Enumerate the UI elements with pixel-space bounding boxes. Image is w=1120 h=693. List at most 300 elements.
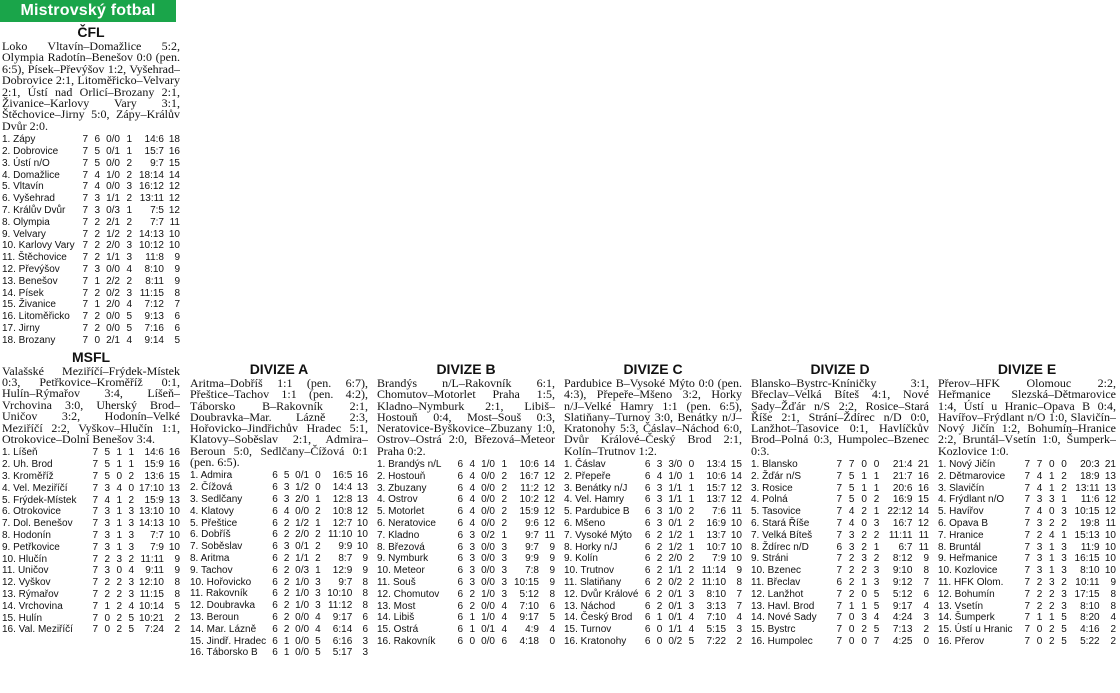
table-row [190, 577, 368, 589]
table-cell: 4:9 [525, 624, 539, 636]
team-name: 1. Brandýs n/L [377, 459, 442, 471]
table-cell: 0/0 [295, 623, 310, 635]
table-cell: 2 [315, 552, 321, 564]
table-cell: 11:2 [520, 482, 539, 494]
table-cell: 0 [116, 471, 122, 483]
table-row [938, 459, 1116, 471]
team-name: 4. Frýdlant n/O [938, 494, 1005, 506]
team-name: 2. Přepeře [564, 470, 611, 482]
table-cell: 14 [543, 459, 555, 471]
table-cell: 14:6 [144, 134, 164, 146]
table-cell: 15 [917, 494, 929, 506]
team-name: 13. Most [377, 600, 416, 612]
table-cell: 13:6 [144, 471, 164, 483]
table-cell: 4:25 [892, 636, 913, 648]
table-cell: 7:9 [150, 541, 164, 553]
table-cell: 15:7 [706, 482, 727, 494]
table-cell: 0 [315, 470, 321, 482]
table-cell: 2 [116, 612, 122, 624]
table-cell: 18:14 [138, 169, 164, 181]
table-cell: 6 [457, 470, 463, 482]
table-cell: 2 [656, 529, 663, 541]
table-cell: 12 [543, 506, 555, 518]
table-cell: 7 [836, 624, 843, 636]
table-cell: 7 [82, 193, 88, 205]
table-row [564, 553, 742, 565]
table-cell: 1 [1049, 482, 1055, 494]
table-cell: 6 [272, 493, 278, 505]
table-cell: 9 [362, 564, 368, 576]
table-cell: 5:22 [1080, 636, 1100, 648]
table-row [2, 506, 180, 518]
table-row [190, 529, 368, 541]
table-cell: 6 [272, 470, 278, 482]
table-row [190, 494, 368, 506]
table-cell: 7 [82, 216, 88, 228]
table-cell: 3 [1061, 553, 1067, 565]
table-cell: 1 [688, 494, 695, 506]
table-cell: 6 [644, 612, 651, 624]
division-b-results: Brandýs n/L–Rakovník 6:1, Chomutov–Motorlet Praha 1:5, Kladno–Nymburk 2:1, Libiš–Hostouň 0:4, Most–Souš 0:3, Neratovice-Byškovice–Zbuzany 1:0, Ostrov–Ostrá 2:0, Březová–Meteor Praha 0:2. [377, 376, 555, 458]
table-cell: 6 [644, 482, 651, 494]
table-cell: 1 [861, 470, 867, 482]
table-cell: 10 [168, 240, 180, 252]
table-cell: 0 [315, 482, 321, 494]
team-name: 13. Havl. Brod [751, 600, 815, 612]
table-cell: 6 [457, 565, 463, 577]
table-cell: 0 [1049, 506, 1055, 518]
table-cell: 0/2 [668, 636, 683, 648]
table-cell: 7 [82, 287, 88, 299]
table-cell: 6 [644, 459, 651, 471]
table-cell: 21 [1104, 459, 1116, 471]
table-cell: 2 [315, 529, 321, 541]
table-cell: 1 [126, 134, 132, 146]
table-cell: 2 [501, 506, 507, 518]
table-cell: 2 [501, 518, 507, 530]
table-row [564, 577, 742, 589]
table-cell: 4 [1036, 506, 1043, 518]
table-row [564, 612, 742, 624]
table-cell: 2 [1049, 588, 1055, 600]
table-row [377, 565, 555, 577]
table-cell: 7 [836, 588, 843, 600]
table-cell: 2 [861, 541, 867, 553]
table-cell: 1 [861, 482, 867, 494]
team-name: 9. Petřkovice [2, 541, 60, 553]
table-cell: 7 [92, 541, 98, 553]
table-cell: 4 [1036, 482, 1043, 494]
team-name: 10. Trutnov [564, 565, 615, 577]
table-cell: 6 [457, 529, 463, 541]
table-cell: 2 [656, 565, 663, 577]
table-cell: 12 [168, 193, 180, 205]
table-cell: 6 [644, 494, 651, 506]
team-name: 14. Šumperk [938, 612, 995, 624]
table-cell: 6 [836, 541, 843, 553]
table-cell: 6 [362, 623, 368, 635]
team-name: 7. Velká Bíteš [751, 529, 813, 541]
table-cell: 2 [736, 636, 742, 648]
table-cell: 14 [168, 169, 180, 181]
table-cell: 7 [1024, 494, 1031, 506]
table-cell: 9 [1110, 577, 1116, 589]
team-name: 5. Havířov [938, 506, 984, 518]
table-cell: 7 [1024, 518, 1031, 530]
table-cell: 0/0 [295, 505, 310, 517]
team-name: 13. Beroun [190, 611, 239, 623]
table-cell: 5 [128, 624, 134, 636]
table-cell: 7:10 [519, 600, 539, 612]
table-row [751, 601, 929, 613]
table-cell: 4 [283, 505, 290, 517]
table-cell: 11 [169, 216, 180, 228]
table-cell: 5 [848, 494, 855, 506]
table-cell: 4 [501, 600, 507, 612]
table-cell: 0 [104, 612, 110, 624]
table-cell: 4 [104, 494, 110, 506]
table-cell: 1/1 [668, 494, 683, 506]
table-cell: 1/0 [481, 459, 495, 471]
table-cell: 2 [1061, 482, 1067, 494]
table-cell: 12:7 [332, 517, 353, 529]
table-cell: 4 [126, 299, 132, 311]
table-cell: 2 [283, 517, 290, 529]
table-row [190, 636, 368, 648]
table-cell: 3 [1049, 494, 1055, 506]
table-cell: 2/1 [106, 334, 120, 346]
table-cell: 1 [116, 494, 122, 506]
table-cell: 1 [116, 518, 122, 530]
table-cell: 3 [315, 588, 321, 600]
table-cell: 2 [94, 252, 100, 264]
table-cell: 3 [116, 553, 122, 565]
table-cell: 0/0 [481, 518, 495, 530]
table-cell: 12 [356, 505, 368, 517]
table-cell: 10:8 [332, 505, 353, 517]
table-cell: 5 [549, 612, 555, 624]
team-name: 9. Tachov [190, 564, 233, 576]
table-row [2, 134, 180, 146]
table-cell: 3 [128, 577, 134, 589]
table-cell: 3 [501, 588, 507, 600]
table-cell: 2 [1110, 636, 1116, 648]
table-cell: 2 [283, 623, 290, 635]
table-cell: 6 [272, 576, 278, 588]
table-cell: 13:7 [706, 494, 727, 506]
team-name: 8. Březová [377, 541, 425, 553]
table-cell: 8 [1110, 588, 1116, 600]
table-cell: 2 [104, 553, 110, 565]
table-cell: 10:14 [138, 600, 164, 612]
table-row [2, 217, 180, 229]
table-cell: 0/0 [106, 264, 120, 276]
table-cell: 3 [873, 577, 880, 589]
table-cell: 5:17 [332, 647, 353, 659]
table-cell: 10:21 [138, 612, 164, 624]
table-cell: 3 [1036, 541, 1043, 553]
table-cell: 3 [315, 600, 321, 612]
table-cell: 3 [873, 518, 880, 530]
table-cell: 3 [104, 506, 110, 518]
table-cell: 2 [283, 600, 290, 612]
table-cell: 10:15 [513, 577, 539, 589]
table-cell: 1/2 [668, 529, 683, 541]
table-cell: 12 [1104, 494, 1116, 506]
table-cell: 13 [168, 494, 180, 506]
table-cell: 17:15 [1074, 588, 1100, 600]
table-row [2, 181, 180, 193]
table-row [2, 264, 180, 276]
table-cell: 7 [82, 275, 88, 287]
table-cell: 3 [1061, 565, 1067, 577]
team-name: 9. Velvary [2, 228, 46, 240]
table-cell: 7 [836, 636, 843, 648]
table-cell: 11 [1105, 518, 1116, 530]
team-name: 12. Bohumín [938, 588, 995, 600]
table-cell: 3 [283, 493, 290, 505]
table-cell: 6 [272, 529, 278, 541]
table-cell: 9:9 [338, 541, 353, 553]
table-cell: 7 [92, 589, 98, 600]
table-cell: 5 [126, 323, 132, 334]
table-cell: 1 [116, 506, 122, 518]
table-cell: 0/1 [295, 541, 310, 553]
table-cell: 6 [272, 600, 278, 612]
table-row [377, 494, 555, 506]
table-cell: 1/0 [295, 600, 310, 612]
table-cell: 13 [1104, 482, 1116, 494]
table-cell: 7 [82, 299, 88, 311]
team-name: 9. Heřmanice [938, 553, 998, 565]
table-row [751, 612, 929, 624]
table-cell: 7 [1024, 482, 1031, 494]
table-cell: 6 [644, 636, 651, 648]
table-cell: 6 [836, 577, 843, 589]
team-name: 14. Český Brod [564, 612, 633, 624]
table-cell: 6 [174, 323, 180, 334]
table-cell: 9 [549, 565, 555, 577]
table-cell: 2 [688, 577, 695, 589]
team-name: 5. Tasovice [751, 506, 801, 518]
table-cell: 7 [1024, 553, 1031, 565]
table-cell: 9:17 [332, 611, 353, 623]
table-cell: 0/0 [481, 541, 495, 553]
table-cell: 4 [736, 612, 742, 624]
table-cell: 11 [731, 506, 742, 518]
table-cell: 7 [736, 588, 742, 600]
table-cell: 2 [1061, 518, 1067, 530]
table-cell: 8:7 [338, 552, 353, 564]
table-cell: 9:7 [525, 541, 539, 553]
division-d-results: Blansko–Bystrc-Kníničky 3:1, Břeclav–Velká Bíteš 4:1, Nové Sady–Žďár n/S 2:2, Rosice–Stará Říše 2:1, Strání–Ždírec n/D 0:0, Lanžhot–Tasovice 0:1, Havlíčkův Brod–Polná 0:3, Humpolec–Bzenec 0:3. [751, 376, 929, 458]
table-row [938, 577, 1116, 589]
team-name: 4. Klatovy [190, 505, 234, 517]
table-cell: 2 [94, 311, 100, 323]
table-cell: 3 [128, 589, 134, 600]
table-cell: 5 [104, 459, 110, 471]
msfl-title: MSFL [71, 348, 111, 365]
table-cell: 2/0 [295, 493, 310, 505]
table-cell: 7 [836, 518, 843, 530]
table-cell: 6 [457, 506, 463, 518]
table-cell: 1 [1061, 494, 1067, 506]
team-name: 5. Přeštice [190, 517, 238, 529]
table-cell: 7 [92, 482, 98, 494]
team-name: 2. Žďár n/S [751, 470, 802, 482]
table-cell: 7 [92, 565, 98, 577]
table-row [938, 612, 1116, 624]
table-cell: 7:8 [525, 565, 539, 577]
table-cell: 1 [283, 647, 290, 659]
team-name: 3. Ústí n/O [2, 157, 50, 169]
table-cell: 6 [457, 541, 463, 553]
table-cell: 7 [92, 624, 98, 636]
table-cell: 16:9 [706, 518, 727, 530]
table-cell: 9:13 [144, 311, 164, 323]
team-name: 10. Hořovicko [190, 576, 252, 588]
table-cell: 8:12 [892, 553, 913, 565]
table-cell: 6 [272, 505, 278, 517]
team-name: 6. Stará Říše [751, 518, 810, 530]
table-cell: 7 [1024, 541, 1031, 553]
table-cell: 3 [688, 588, 695, 600]
table-row [190, 482, 368, 494]
table-cell: 6 [923, 588, 929, 600]
table-cell: 3 [736, 624, 742, 636]
team-name: 16. Rakovník [377, 636, 436, 648]
table-cell: 1 [848, 600, 855, 612]
table-cell: 0 [549, 636, 555, 648]
table-cell: 16 [168, 146, 180, 158]
table-cell: 16 [168, 447, 180, 459]
table-cell: 9 [549, 577, 555, 589]
table-cell: 3/0 [668, 459, 683, 471]
table-cell: 0/1 [668, 588, 683, 600]
table-cell: 0 [469, 636, 475, 648]
table-cell: 11:12 [327, 600, 353, 612]
table-cell: 7 [1024, 506, 1031, 518]
table-cell: 2 [848, 553, 855, 565]
team-name: 10. Bzenec [751, 565, 802, 577]
table-cell: 2 [656, 588, 663, 600]
table-cell: 11:8 [145, 252, 164, 264]
table-cell: 1 [1049, 553, 1055, 565]
table-cell: 5 [315, 647, 321, 659]
team-name: 8. Ždírec n/D [751, 541, 809, 553]
team-name: 15. Turnov [564, 624, 612, 636]
table-cell: 2 [656, 600, 663, 612]
table-row [2, 577, 180, 589]
team-name: 3. Zbuzany [377, 482, 427, 494]
table-cell: 5 [126, 311, 132, 323]
table-cell: 1 [688, 482, 695, 494]
table-cell: 7 [836, 470, 843, 482]
table-cell: 4 [1049, 529, 1055, 541]
table-cell: 1 [688, 541, 695, 553]
table-cell: 8:11 [145, 275, 164, 287]
table-cell: 11:10 [701, 577, 727, 589]
table-cell: 3 [469, 541, 475, 553]
table-cell: 4 [848, 506, 855, 518]
table-cell: 9 [549, 541, 555, 553]
table-cell: 1/2 [295, 517, 310, 529]
table-cell: 14:13 [138, 518, 164, 530]
table-cell: 0/0 [481, 577, 495, 589]
table-cell: 6 [644, 518, 651, 530]
table-cell: 4 [1110, 612, 1116, 624]
table-row [751, 518, 929, 530]
team-name: 7. Hranice [938, 529, 984, 541]
table-cell: 11:9 [1080, 541, 1100, 553]
table-cell: 2 [94, 323, 100, 334]
table-cell: 3 [501, 565, 507, 577]
team-name: 16. Přerov [938, 636, 985, 648]
table-cell: 6 [457, 518, 463, 530]
table-cell: 7 [82, 157, 88, 169]
division-d-standings-table [751, 459, 929, 648]
table-cell: 7:22 [706, 636, 727, 648]
table-cell: 6 [457, 588, 463, 600]
table-cell: 1 [315, 517, 321, 529]
table-cell: 11 [918, 541, 929, 553]
table-cell: 7 [82, 311, 88, 323]
team-name: 12. Převýšov [2, 264, 60, 276]
table-cell: 7 [1024, 624, 1031, 636]
table-cell: 10:15 [1074, 506, 1100, 518]
table-cell: 2 [688, 506, 695, 518]
table-cell: 18 [168, 134, 180, 146]
table-row [2, 299, 180, 311]
table-cell: 4 [656, 470, 663, 482]
table-cell: 5 [104, 447, 110, 459]
table-cell: 0/0 [481, 600, 495, 612]
table-cell: 10 [1104, 541, 1116, 553]
table-cell: 5 [104, 471, 110, 483]
table-cell: 8:10 [1080, 565, 1100, 577]
table-cell: 0/0 [106, 311, 120, 323]
table-cell: 9 [174, 252, 180, 264]
table-cell: 3 [688, 600, 695, 612]
table-cell: 5:12 [519, 588, 539, 600]
table-cell: 8 [362, 588, 368, 600]
table-row [564, 636, 742, 648]
team-name: 16. Kratonohy [564, 636, 627, 648]
table-cell: 8 [362, 576, 368, 588]
table-row [2, 624, 180, 636]
table-cell: 7 [82, 169, 88, 181]
table-cell: 12 [730, 482, 742, 494]
table-cell: 10 [168, 506, 180, 518]
table-row [190, 647, 368, 659]
team-name: 12. Dvůr Králové [564, 588, 639, 600]
table-cell: 3 [362, 635, 368, 647]
table-cell: 12 [543, 494, 555, 506]
table-cell: 5 [873, 600, 880, 612]
division-e-column [938, 360, 1116, 693]
table-row [377, 589, 555, 601]
team-name: 16. Humpolec [751, 636, 813, 648]
team-name: 10. Hlučín [2, 553, 48, 565]
table-cell: 3 [656, 482, 663, 494]
table-cell: 1 [104, 600, 110, 612]
table-cell: 1 [1049, 565, 1055, 577]
division-b-column [377, 360, 555, 693]
table-cell: 1 [283, 635, 290, 647]
table-cell: 9:17 [892, 600, 913, 612]
team-name: 10. Kozlovice [938, 565, 998, 577]
table-cell: 1 [128, 447, 134, 459]
